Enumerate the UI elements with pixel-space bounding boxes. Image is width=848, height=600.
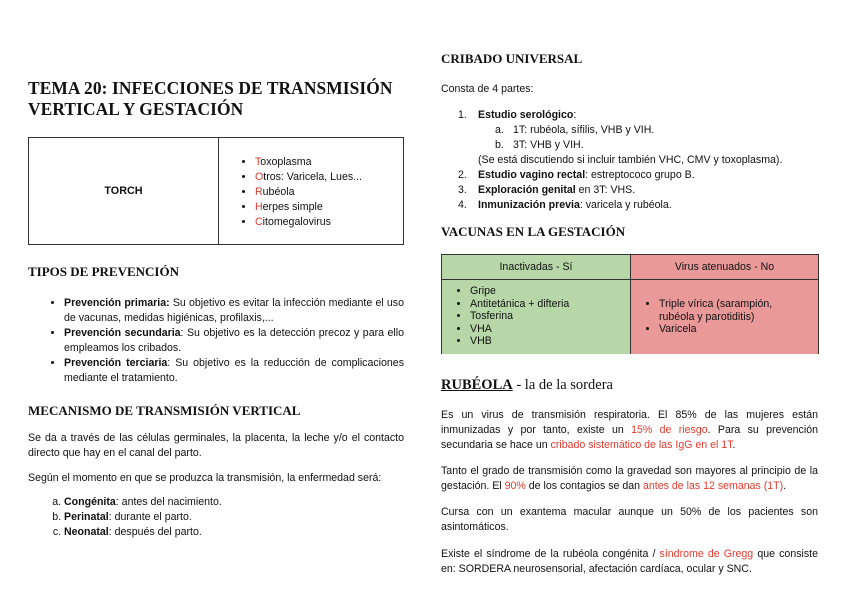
list-item: • Triple vírica (sarampión, rubéola y parotiditis) xyxy=(659,298,810,323)
torch-label: TORCH xyxy=(29,138,219,244)
list-item: • Gripe xyxy=(470,285,630,298)
list-item: 3. Exploración genital en 3T: VHS. xyxy=(458,184,636,196)
screening-list xyxy=(458,108,828,213)
prevention-heading: TIPOS DE PREVENCIÓN xyxy=(28,264,179,279)
list-item: c. Neonatal: después del parto. xyxy=(64,525,394,540)
mechanism-heading: MECANISMO DE TRANSMISIÓN VERTICAL xyxy=(28,403,301,418)
attenuated-header: Virus atenuados - No xyxy=(631,255,818,279)
list-item: b. Perinatal: durante el parto. xyxy=(64,510,394,525)
torch-item: • Herpes simple xyxy=(255,200,403,215)
list-item: 2. Estudio vagino rectal: estreptococo grupo B. xyxy=(458,169,695,181)
rubella-paragraph-3: Cursa con un exantema macular aunque un 50% de los pacientes son asintomáticos. xyxy=(441,506,818,533)
screening-note: (Se está discutiendo si incluir también VHC, CMV y toxoplasma). xyxy=(478,154,783,166)
list-subitem: a. 1T: rubéola, sífilis, VHB y VIH. xyxy=(495,124,655,136)
list-item: 1. Estudio serológico: xyxy=(458,109,577,121)
torch-item: • Citomegalovirus xyxy=(255,215,403,230)
list-item: • VHB xyxy=(470,335,630,348)
mechanism-list xyxy=(64,495,394,540)
rubella-paragraph-1: Es un virus de transmisión respiratoria. El 85% de las mujeres están inmunizadas y por tanto, existe un 15% de riesgo. Para su prevención secundaria se hace un cribado sistemático de las IgG en el 1T. xyxy=(441,409,818,451)
list-item: 4. Inmunización previa: varicela y rubéola. xyxy=(458,199,672,211)
inactivated-header: Inactivadas - Sí xyxy=(442,255,631,279)
mechanism-paragraph: Se da a través de las células germinales, la placenta, la leche y/o el contacto directo que hay en el canal del parto. xyxy=(28,432,404,459)
torch-item: • Toxoplasma xyxy=(255,155,403,170)
prevention-list xyxy=(64,296,404,386)
torch-table xyxy=(28,137,404,245)
torch-item: • Rubéola xyxy=(255,185,403,200)
list-item: • Prevención primaria: Su objetivo es evitar la infección mediante el uso de vacunas, medidas higiénicas, profilaxis,... xyxy=(64,296,404,326)
list-item: • Prevención secundaria: Su objetivo es la detección precoz y para ello empleamos los cribados. xyxy=(64,326,404,356)
attenuated-cell xyxy=(631,280,818,354)
list-item: • Antitetánica + difteria xyxy=(470,298,630,311)
list-item: a. Congénita: antes del nacimiento. xyxy=(64,495,394,510)
rubella-paragraph-4: Existe el síndrome de la rubéola congénita / síndrome de Gregg que consiste en: SORDERA neurosensorial, afectación cardíaca, ocular y SNC. xyxy=(441,548,818,575)
mechanism-intro: Según el momento en que se produzca la transmisión, la enfermedad será: xyxy=(28,472,382,484)
list-item: • VHA xyxy=(470,323,630,336)
vaccines-heading: VACUNAS EN LA GESTACIÓN xyxy=(441,224,626,239)
vaccines-table xyxy=(441,254,819,354)
screening-intro: Consta de 4 partes: xyxy=(441,83,534,95)
title-line-2: VERTICAL Y GESTACIÓN xyxy=(28,99,244,119)
list-item: • Prevención terciaria: Su objetivo es la reducción de complicaciones mediante el tratamiento. xyxy=(64,356,404,386)
rubella-heading: RUBÉOLA - la de la sordera xyxy=(441,377,613,393)
list-subitem: b. 3T: VHB y VIH. xyxy=(495,139,584,151)
torch-item: • Otros: Varicela, Lues... xyxy=(255,170,403,185)
rubella-paragraph-2: Tanto el grado de transmisión como la gravedad son mayores al principio de la gestación. El 90% de los contagios se dan antes de las 12 semanas (1T). xyxy=(441,465,818,492)
list-item: • Varicela xyxy=(659,323,810,336)
list-item: • Tosferina xyxy=(470,310,630,323)
title-line-1: TEMA 20: INFECCIONES DE TRANSMISIÓN xyxy=(28,78,393,98)
page-title xyxy=(28,78,418,120)
inactivated-cell xyxy=(442,280,631,354)
torch-list xyxy=(219,155,403,230)
screening-heading: CRIBADO UNIVERSAL xyxy=(441,51,583,66)
